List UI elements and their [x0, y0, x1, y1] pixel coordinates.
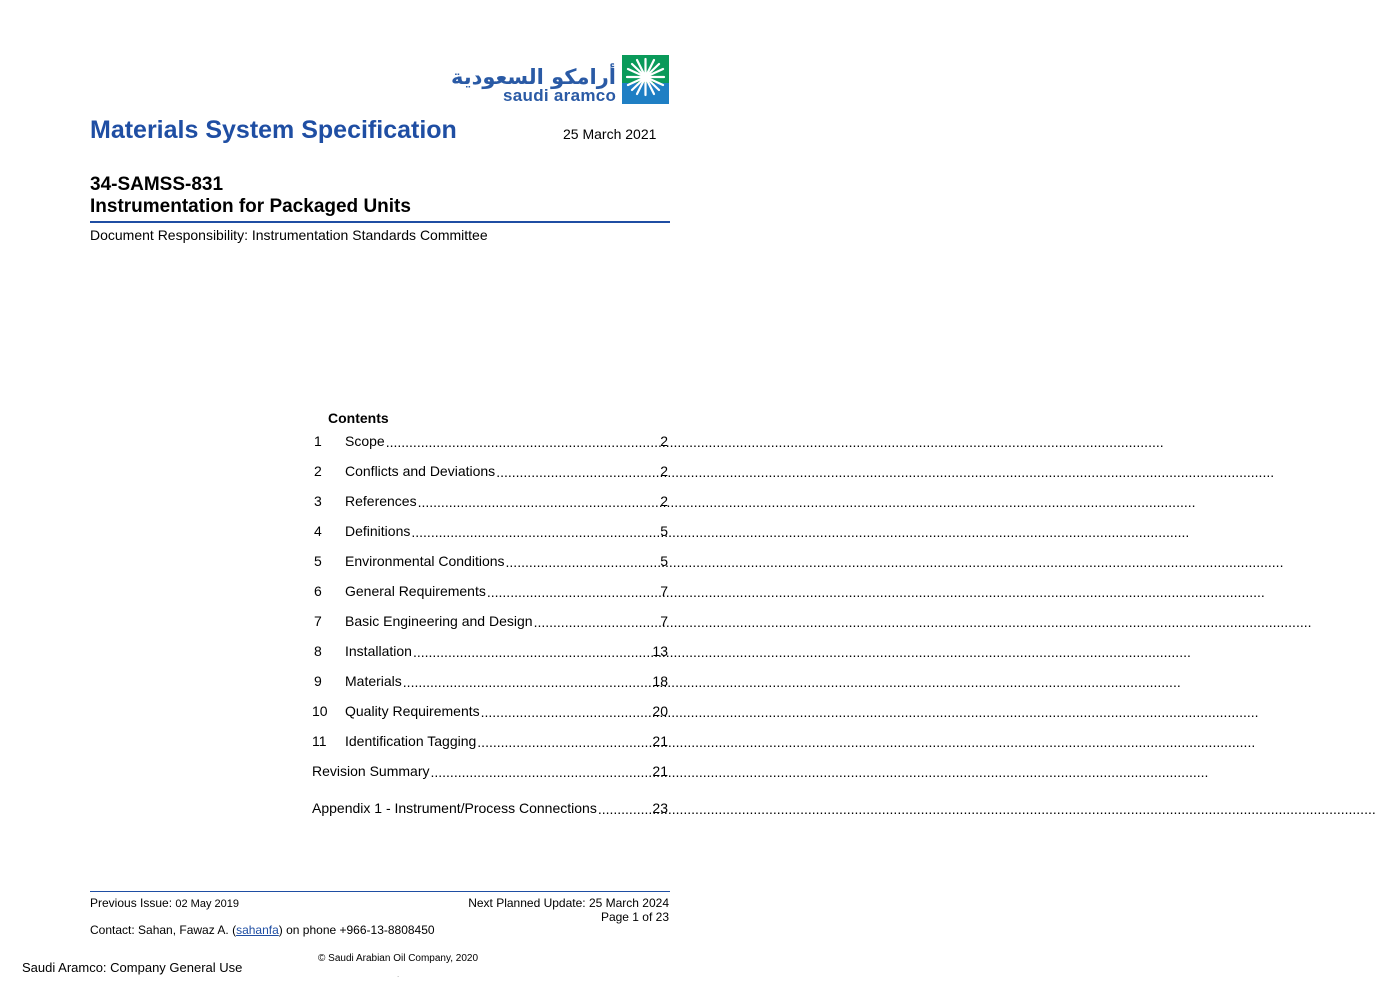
aramco-star-icon: [622, 55, 669, 104]
toc-entry-materials[interactable]: [312, 670, 668, 690]
toc-number: 7: [314, 613, 322, 629]
toc-leader: [496, 465, 659, 477]
contact-line: [90, 923, 435, 937]
toc-leader: [418, 495, 660, 507]
toc-label: Basic Engineering and Design: [345, 613, 533, 629]
toc-leader: [430, 765, 651, 777]
toc-page: 18: [652, 673, 668, 689]
toc-label: Definitions: [345, 523, 411, 539]
toc-page: 5: [660, 553, 668, 569]
document-date: 25 March 2021: [563, 126, 657, 142]
toc-number: 4: [314, 523, 322, 539]
toc-page: 7: [660, 583, 668, 599]
next-planned-update: Next Planned Update: 25 March 2024: [468, 896, 669, 910]
toc-label: Scope: [345, 433, 385, 449]
toc-number: 8: [314, 643, 322, 659]
contact-email-link[interactable]: sahanfa: [236, 923, 279, 937]
toc-leader: [487, 585, 659, 597]
toc-label: Identification Tagging: [345, 733, 477, 749]
toc-entry-definitions[interactable]: [312, 520, 668, 540]
toc-leader: [506, 555, 660, 567]
toc-leader: [413, 645, 651, 657]
toc-entry-quality[interactable]: [312, 700, 668, 720]
contents-heading: Contents: [328, 410, 389, 426]
toc-number: 5: [314, 553, 322, 569]
toc-entry-appendix-1[interactable]: [312, 797, 668, 817]
toc-entry-scope[interactable]: [312, 430, 668, 450]
toc-number: 11: [312, 733, 327, 749]
toc-label: References: [345, 493, 417, 509]
toc-label: Installation: [345, 643, 412, 659]
toc-page: 23: [652, 800, 668, 816]
toc-page: 5: [660, 523, 668, 539]
contact-prefix: Contact: Sahan, Fawaz A. (: [90, 923, 237, 937]
toc-label: Materials: [345, 673, 402, 689]
toc-leader: [534, 615, 660, 627]
toc-page: 2: [660, 493, 668, 509]
footer-divider: [90, 891, 670, 892]
document-title: Instrumentation for Packaged Units: [90, 196, 411, 217]
title-divider: [90, 221, 670, 223]
toc-page: 13: [652, 643, 668, 659]
previous-issue: [90, 896, 239, 910]
toc-leader: [386, 435, 660, 447]
previous-issue-label: Previous Issue:: [90, 896, 176, 910]
toc-entry-tagging[interactable]: [312, 730, 668, 750]
contact-suffix: ) on phone +966-13-8808450: [278, 923, 435, 937]
toc-number: 3: [314, 493, 322, 509]
toc-page: 20: [652, 703, 668, 719]
toc-label: General Requirements: [345, 583, 486, 599]
toc-leader: [598, 802, 652, 814]
svg-text:أرامكو السعودية: أرامكو السعودية: [450, 65, 616, 89]
document-responsibility: Document Responsibility: Instrumentation Standards Committee: [90, 227, 488, 243]
logo-english-text: saudi aramco: [503, 86, 617, 105]
toc-label: Quality Requirements: [345, 703, 480, 719]
toc-page: 21: [652, 733, 668, 749]
toc-leader: [403, 675, 652, 687]
toc-number: 1: [314, 433, 322, 449]
toc-entry-conflicts[interactable]: [312, 460, 668, 480]
toc-page: 7: [660, 613, 668, 629]
copyright: © Saudi Arabian Oil Company, 2020: [318, 953, 479, 964]
page-number: Page 1 of 23: [600, 910, 669, 924]
toc-number: 6: [314, 583, 322, 599]
toc-label: Environmental Conditions: [345, 553, 505, 569]
toc-entry-general[interactable]: [312, 580, 668, 600]
toc-number: 9: [314, 673, 322, 689]
document-number: 34-SAMSS-831: [90, 174, 224, 195]
toc-entry-design[interactable]: [312, 610, 668, 630]
document-type-heading: Materials System Specification: [90, 116, 457, 144]
toc-page: 2: [660, 463, 668, 479]
toc-leader: [481, 705, 652, 717]
previous-issue-date: 02 May 2019: [175, 898, 239, 910]
toc-label: Appendix 1 - Instrument/Process Connections: [312, 800, 597, 816]
toc-entry-revision-summary[interactable]: [312, 760, 668, 780]
toc-entry-references[interactable]: [312, 490, 668, 510]
footer-mark: .: [397, 970, 400, 979]
toc-page: 21: [652, 763, 668, 779]
toc-page: 2: [660, 433, 668, 449]
classification-label: Saudi Aramco: Company General Use: [22, 960, 243, 975]
toc-leader: [477, 735, 651, 747]
toc-number: 2: [314, 463, 322, 479]
toc-leader: [411, 525, 659, 537]
toc-entry-environmental[interactable]: [312, 550, 668, 570]
toc-entry-installation[interactable]: [312, 640, 668, 660]
toc-label: Conflicts and Deviations: [345, 463, 496, 479]
toc-label: Revision Summary: [312, 763, 430, 779]
toc-number: 10: [312, 703, 328, 719]
